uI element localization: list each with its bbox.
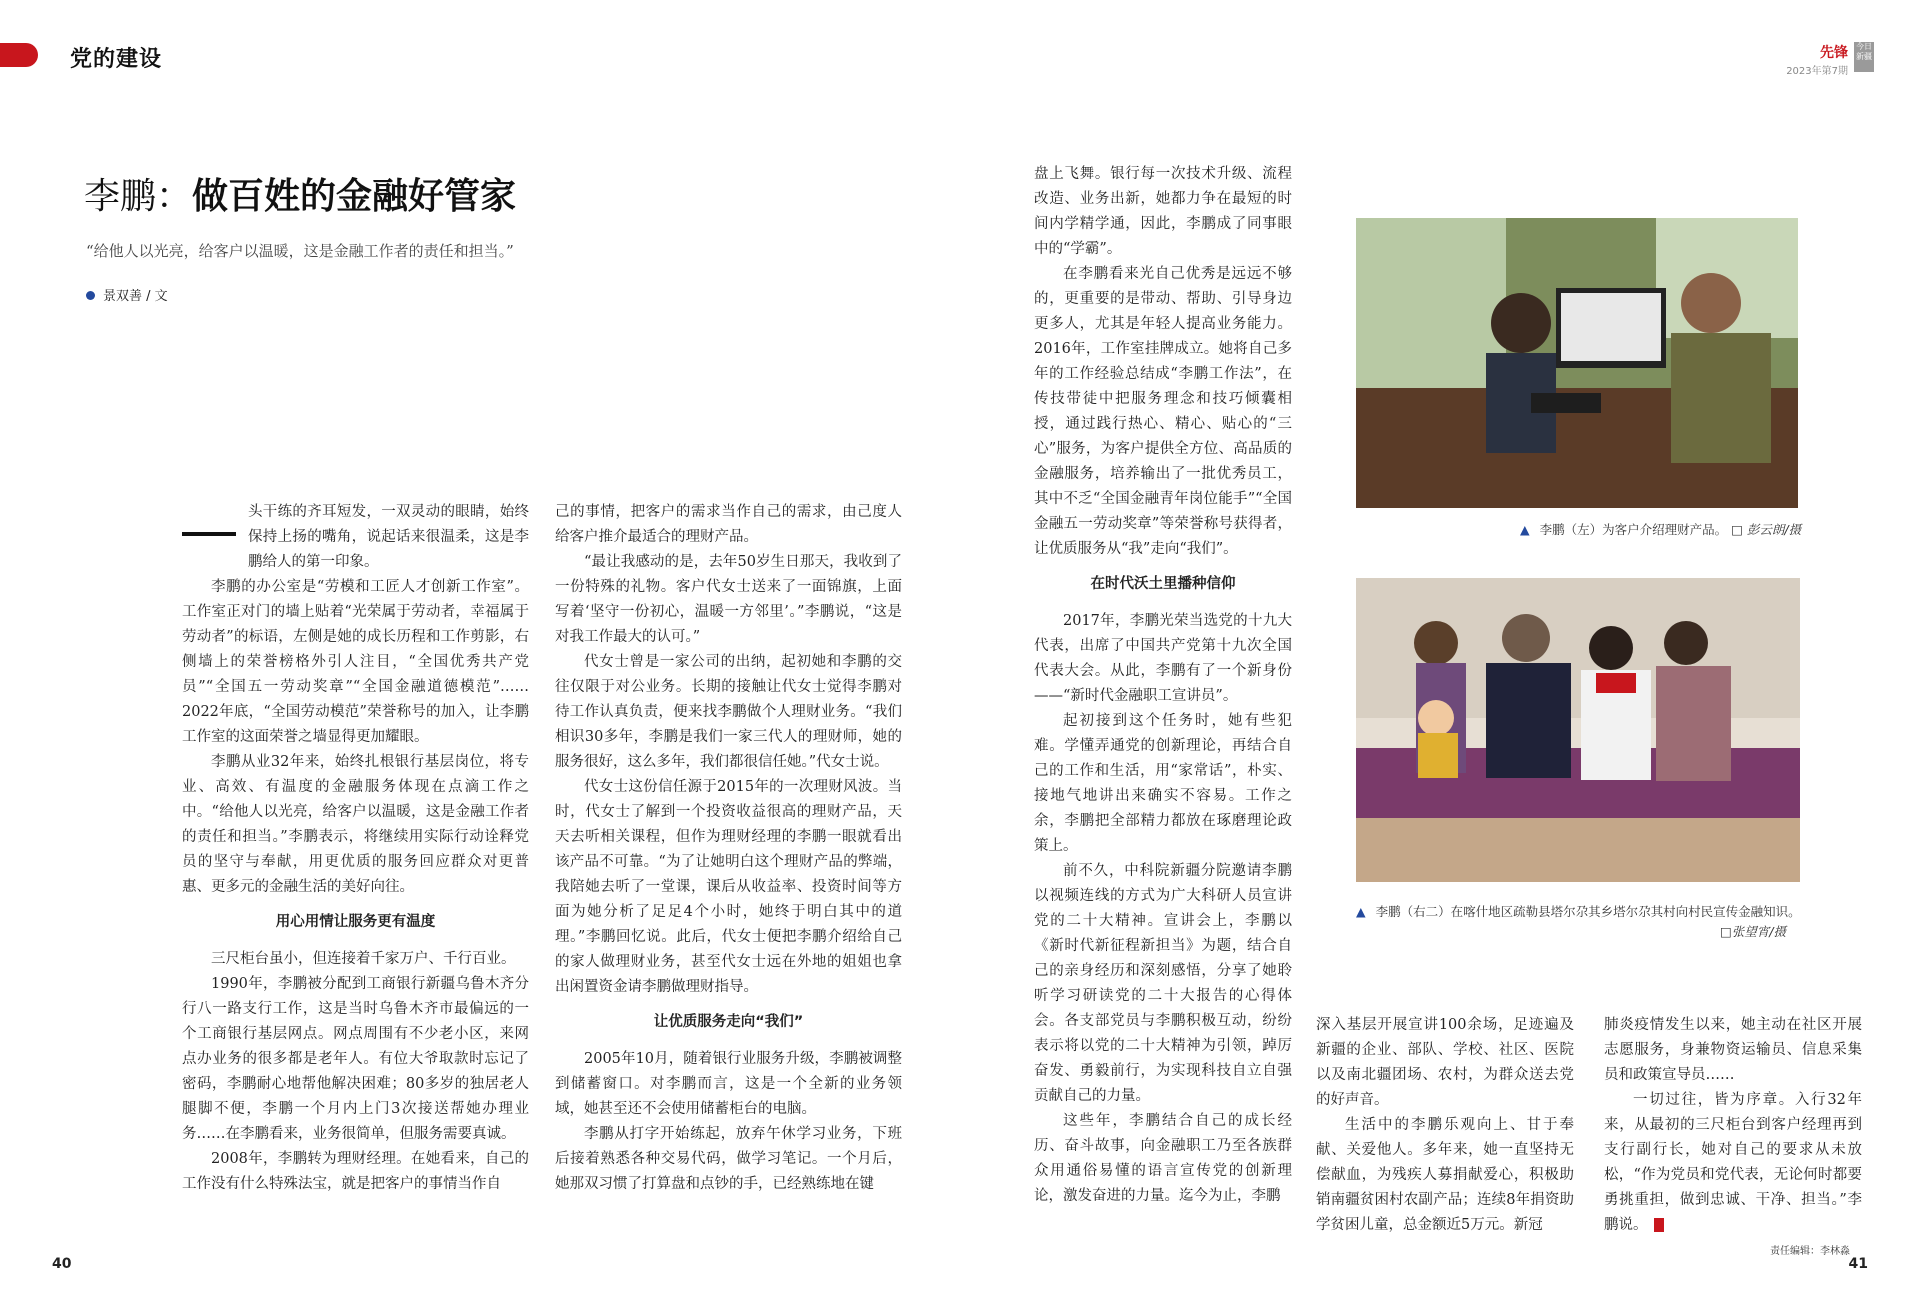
paragraph: 深入基层开展宣讲100余场，足迹遍及新疆的企业、部队、学校、社区、医院以及南北疆团场、农村，为群众送去党的好声音。 bbox=[1316, 1017, 1574, 1108]
article-column-5 bbox=[1316, 1013, 1574, 1238]
byline bbox=[86, 285, 168, 304]
title-main: 做百姓的金融好管家 bbox=[192, 176, 517, 217]
title-separator: ： bbox=[156, 176, 193, 217]
article-column-1 bbox=[182, 500, 529, 1197]
subheading: 用心用情让服务更有温度 bbox=[275, 914, 436, 930]
title-name: 李鹏 bbox=[84, 176, 157, 217]
page-number-left: 40 bbox=[52, 1256, 72, 1272]
magazine-brand bbox=[1786, 42, 1848, 77]
paragraph: 这些年，李鹏结合自己的成长经历、奋斗故事，向金融职工乃至各族群众用通俗易懂的语言宣传党的创新理论，激发奋进的力量。迄今为止，李鹏 bbox=[1034, 1113, 1292, 1204]
issue-number: 2023年第7期 bbox=[1786, 66, 1848, 77]
paragraph: 2008年，李鹏转为理财经理。在她看来，自己的工作没有什么特殊法宝，就是把客户的事情当作自 bbox=[182, 1151, 529, 1192]
section-color-tab bbox=[0, 43, 38, 67]
paragraph: 前不久，中科院新疆分院邀请李鹏以视频连线的方式为广大科研人员宣讲党的二十大精神。宣讲会上，李鹏以《新时代新征程新担当》为题，结合自己的亲身经历和深刻感悟，分享了她聆听学习研读党的二十大报告的心得体会。各支部党员与李鹏积极互动，纷纷表示将以党的二十大精神为引领，踔厉奋发、勇毅前行，为实现科技自立自强贡献自己的力量。 bbox=[1034, 863, 1292, 1104]
paragraph: 2017年，李鹏光荣当选党的十九大代表，出席了中国共产党第十九次全国代表大会。从此，李鹏有了一个新身份——“新时代金融职工宣讲员”。 bbox=[1034, 613, 1292, 704]
paragraph: 在李鹏看来光自己优秀是远远不够的，更重要的是带动、帮助、引导身边更多人，尤其是年轻人提高业务能力。2016年，工作室挂牌成立。她将自己多年的工作经验总结成“李鹏工作法”，在传技带徒中把服务理念和技巧倾囊相授，通过践行热心、精心、贴心的“三心”服务，为客户提供全方位、高品质的金融服务，培养输出了一批优秀员工，其中不乏“全国金融青年岗位能手”“全国金融五一劳动奖章”等荣誉称号获得者，让优质服务从“我”走向“我们”。 bbox=[1034, 266, 1292, 557]
editor-credit: 责任编辑：李林淼 bbox=[1770, 1246, 1850, 1257]
section-badge: 今日新疆 bbox=[1854, 42, 1874, 72]
bullet-icon bbox=[86, 291, 95, 300]
paragraph: 头干练的齐耳短发，一双灵动的眼睛，始终保持上扬的嘴角，说起话来很温柔，这是李鹏给人的第一印象。 bbox=[248, 504, 529, 570]
paragraph: 2005年10月，随着银行业服务升级，李鹏被调整到储蓄窗口。对李鹏而言，这是一个全新的业务领域，她甚至还不会使用储蓄柜台的电脑。 bbox=[555, 1051, 902, 1117]
photo-caption bbox=[1356, 902, 1801, 920]
paragraph: 代女士这份信任源于2015年的一次理财风波。当时，代女士了解到一个投资收益很高的理财产品，天天去听相关课程，但作为理财经理的李鹏一眼就看出该产品不可靠。“为了让她明白这个理财产品的弊端，我陪她去听了一堂课，课后从收益率、投资时间等方面为她分析了足足4个小时，她终于明白其中的道理。”李鹏回忆说。此后，代女士便把李鹏介绍给自己的家人做理财业务，甚至代女士远在外地的姐姐也拿出闲置资金请李鹏做理财指导。 bbox=[555, 779, 902, 995]
paragraph: 李鹏的办公室是“劳模和工匠人才创新工作室”。工作室正对门的墙上贴着“光荣属于劳动者，幸福属于劳动者”的标语，左侧是她的成长历程和工作剪影，右侧墙上的荣誉榜格外引人注目，“全国优秀共产党员”“全国五一劳动奖章”“全国金融道德模范”……2022年底，“全国劳动模范”荣誉称号的加入，让李鹏工作室的这面荣誉之墙显得更加耀眼。 bbox=[182, 579, 529, 745]
photo-advisor-with-client bbox=[1356, 218, 1798, 508]
article-column-6 bbox=[1604, 1013, 1862, 1238]
article-column-2 bbox=[555, 500, 902, 1197]
paragraph: 己的事情，把客户的需求当作自己的需求，由己度人给客户推介最适合的理财产品。 bbox=[555, 504, 902, 545]
paragraph: 起初接到这个任务时，她有些犯难。学懂弄通党的创新理论，再结合自己的工作和生活，用“家常话”，朴实、接地气地讲出来确实不容易。工作之余，李鹏把全部精力都放在琢磨理论政策上。 bbox=[1034, 713, 1292, 854]
photo-villagers-reading bbox=[1356, 578, 1800, 882]
article-title bbox=[84, 168, 516, 219]
paragraph bbox=[1604, 1088, 1862, 1238]
photo-credit: □张望宵/摄 bbox=[1720, 924, 1787, 939]
paragraph: 肺炎疫情发生以来，她主动在社区开展志愿服务，身兼物资运输员、信息采集员和政策宣导员…… bbox=[1604, 1017, 1862, 1083]
paragraph: 盘上飞舞。银行每一次技术升级、流程改造、业务出新，她都力争在最短的时间内学精学通，因此，李鹏成了同事眼中的“学霸”。 bbox=[1034, 166, 1292, 257]
paragraph: “最让我感动的是，去年50岁生日那天，我收到了一份特殊的礼物。客户代女士送来了一面锦旗，上面写着‘坚守一份初心，温暖一方邻里’。”李鹏说，“这是对我工作最大的认可。” bbox=[555, 554, 902, 645]
paragraph: 李鹏从打字开始练起，放弃午休学习业务，下班后接着熟悉各种交易代码，做学习笔记。一个月后，她那双习惯了打算盘和点钞的手，已经熟练地在键 bbox=[555, 1126, 902, 1192]
paragraph: 代女士曾是一家公司的出纳，起初她和李鹏的交往仅限于对公业务。长期的接触让代女士觉得李鹏对待工作认真负责，便来找李鹏做个人理财业务。“我们相识30多年，李鹏是我们一家三代人的理财师，她的服务很好，这么多年，我们都很信任她。”代女士说。 bbox=[555, 654, 902, 770]
article-column-3 bbox=[1034, 162, 1292, 1209]
paragraph: 三尺柜台虽小，但连接着千家万户、千行百业。 bbox=[211, 951, 516, 967]
byline-text: 景双善 / 文 bbox=[103, 289, 168, 304]
article-lead: “给他人以光亮，给客户以温暖，这是金融工作者的责任和担当。” bbox=[86, 242, 514, 260]
paragraph-text: 一切过往，皆为序章。入行32年来，从最初的三尺柜台到客户经理再到支行副行长，她对自己的要求从未放松，“作为党员和党代表，无论何时都要勇挑重担，做到忠诚、干净、担当。”李鹏说。 bbox=[1604, 1092, 1862, 1233]
drop-cap-glyph bbox=[182, 510, 240, 564]
photo-credit: □ 彭云朗/摄 bbox=[1731, 522, 1802, 537]
paragraph: 李鹏从业32年来，始终扎根银行基层岗位，将专业、高效、有温度的金融服务体现在点滴工作之中。“给他人以光亮，给客户以温暖，这是金融工作者的责任和担当。”李鹏表示，将继续用实际行动诠释党员的坚守与奉献，用更优质的服务回应群众对更普惠、更多元的金融生活的美好向往。 bbox=[182, 754, 529, 895]
caption-text: 李鹏（右二）在喀什地区疏勒县塔尔尕其乡塔尔尕其村向村民宣传金融知识。 bbox=[1375, 904, 1801, 919]
caption-text: 李鹏（左）为客户介绍理财产品。 bbox=[1539, 522, 1728, 537]
subheading: 让优质服务走向“我们” bbox=[653, 1014, 804, 1030]
photo-caption bbox=[1520, 520, 1801, 538]
paragraph: 生活中的李鹏乐观向上、甘于奉献、关爱他人。多年来，她一直坚持无偿献血，为残疾人募捐献爱心，积极助销南疆贫困村农副产品；连续8年捐资助学贫困儿童，总金额近5万元。新冠 bbox=[1316, 1117, 1574, 1233]
caption-triangle-icon: ▲ bbox=[1520, 522, 1530, 537]
brand-name: 先锋 bbox=[1820, 45, 1848, 61]
page-number-right: 41 bbox=[1848, 1256, 1868, 1272]
section-title: 党的建设 bbox=[70, 46, 163, 72]
end-mark-icon bbox=[1654, 1218, 1664, 1232]
caption-triangle-icon: ▲ bbox=[1356, 904, 1366, 919]
paragraph: 1990年，李鹏被分配到工商银行新疆乌鲁木齐分行八一路支行工作，这是当时乌鲁木齐市最偏远的一个工商银行基层网点。网点周围有不少老小区，来网点办业务的很多都是老年人。有位大爷取款时忘记了密码，李鹏耐心地帮他解决困难；80多岁的独居老人腿脚不便，李鹏一个月内上门3次接送帮她办理业务……在李鹏看来，业务很简单，但服务需要真诚。 bbox=[182, 976, 529, 1142]
subheading: 在时代沃土里播种信仰 bbox=[1090, 576, 1236, 592]
